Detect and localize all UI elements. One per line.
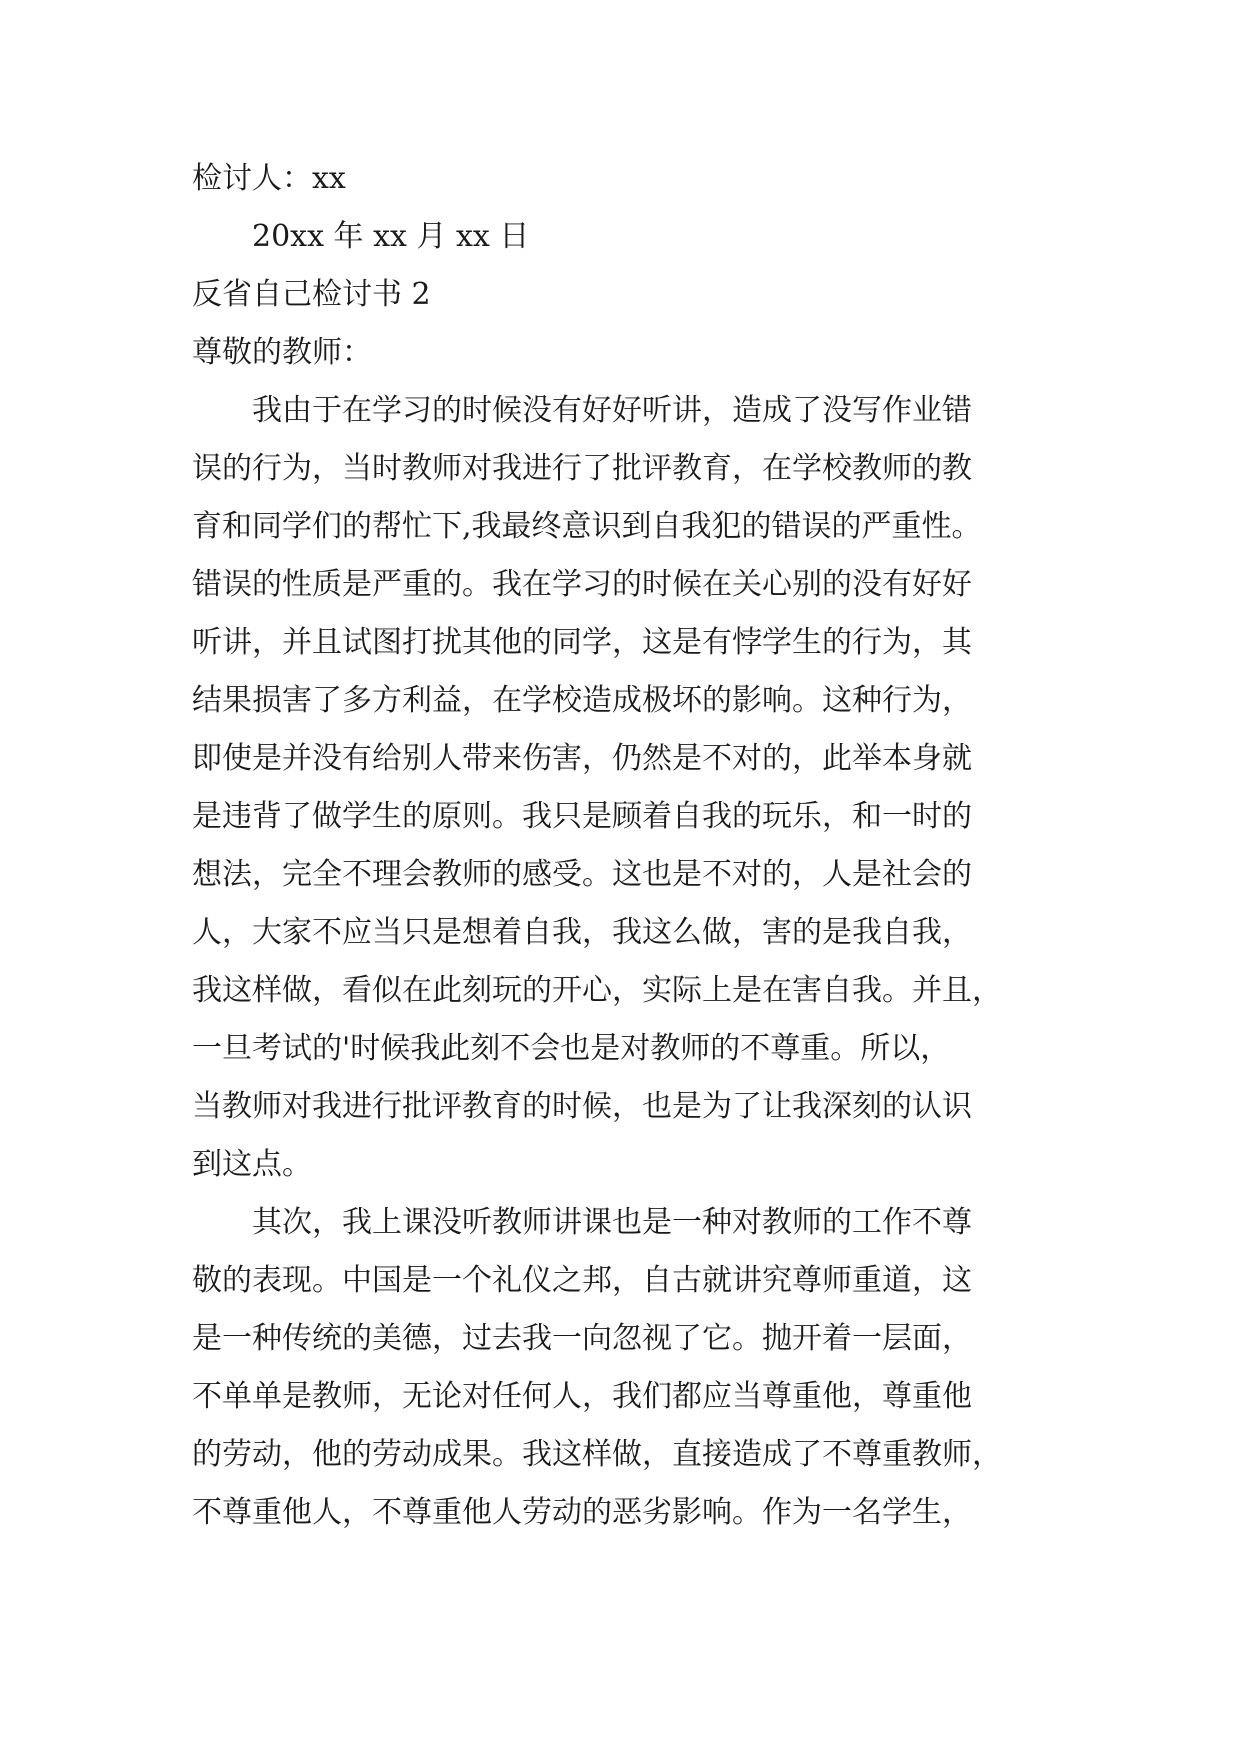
paragraph-line: 即使是并没有给别人带来伤害，仍然是不对的，此举本身就 <box>192 741 972 776</box>
paragraph-line: 到这点。 <box>192 1147 312 1182</box>
signature-block <box>192 150 1072 382</box>
paragraph-line: 一旦考试的'时候我此刻不会也是对教师的不尊重。所以， <box>192 1031 951 1066</box>
paragraph-line: 是一种传统的美德，过去我一向忽视了它。抛开着一层面， <box>192 1321 972 1356</box>
paragraph-line: 误的行为，当时教师对我进行了批评教育，在学校教师的教 <box>192 451 972 486</box>
paragraph-line: 育和同学们的帮忙下,我最终意识到自我犯的错误的严重性。 <box>192 509 982 544</box>
paragraph-line: 不单单是教师，无论对任何人，我们都应当尊重他，尊重他 <box>192 1379 972 1414</box>
paragraph-line: 我这样做，看似在此刻玩的开心，实际上是在害自我。并且， <box>192 973 1002 1008</box>
paragraph-line: 我由于在学习的时候没有好好听讲，造成了没写作业错 <box>252 393 972 428</box>
paragraph-1 <box>192 382 1072 1194</box>
paragraph-line: 当教师对我进行批评教育的时候，也是为了让我深刻的认识 <box>192 1089 972 1124</box>
paragraph-line: 听讲，并且试图打扰其他的同学，这是有悖学生的行为，其 <box>192 625 972 660</box>
date-line: 20xx 年 xx 月 xx 日 <box>252 219 530 254</box>
paragraph-line: 错误的性质是严重的。我在学习的时候在关心别的没有好好 <box>192 567 972 602</box>
signer-line: 检讨人：xx <box>192 161 346 196</box>
paragraph-line: 敬的表现。中国是一个礼仪之邦，自古就讲究尊师重道，这 <box>192 1263 972 1298</box>
paragraph-line: 想法，完全不理会教师的感受。这也是不对的，人是社会的 <box>192 857 972 892</box>
paragraph-line: 人，大家不应当只是想着自我，我这么做，害的是我自我， <box>192 915 972 950</box>
paragraph-line: 结果损害了多方利益，在学校造成极坏的影响。这种行为， <box>192 683 972 718</box>
paragraph-line: 其次，我上课没听教师讲课也是一种对教师的工作不尊 <box>252 1205 972 1240</box>
section-title: 反省自己检讨书 2 <box>192 277 431 312</box>
paragraph-line: 是违背了做学生的原则。我只是顾着自我的玩乐，和一时的 <box>192 799 972 834</box>
paragraph-line: 的劳动，他的劳动成果。我这样做，直接造成了不尊重教师， <box>192 1437 1002 1472</box>
paragraph-line: 不尊重他人，不尊重他人劳动的恶劣影响。作为一名学生， <box>192 1495 972 1530</box>
salutation: 尊敬的教师： <box>192 335 372 370</box>
paragraph-2 <box>192 1194 1072 1542</box>
